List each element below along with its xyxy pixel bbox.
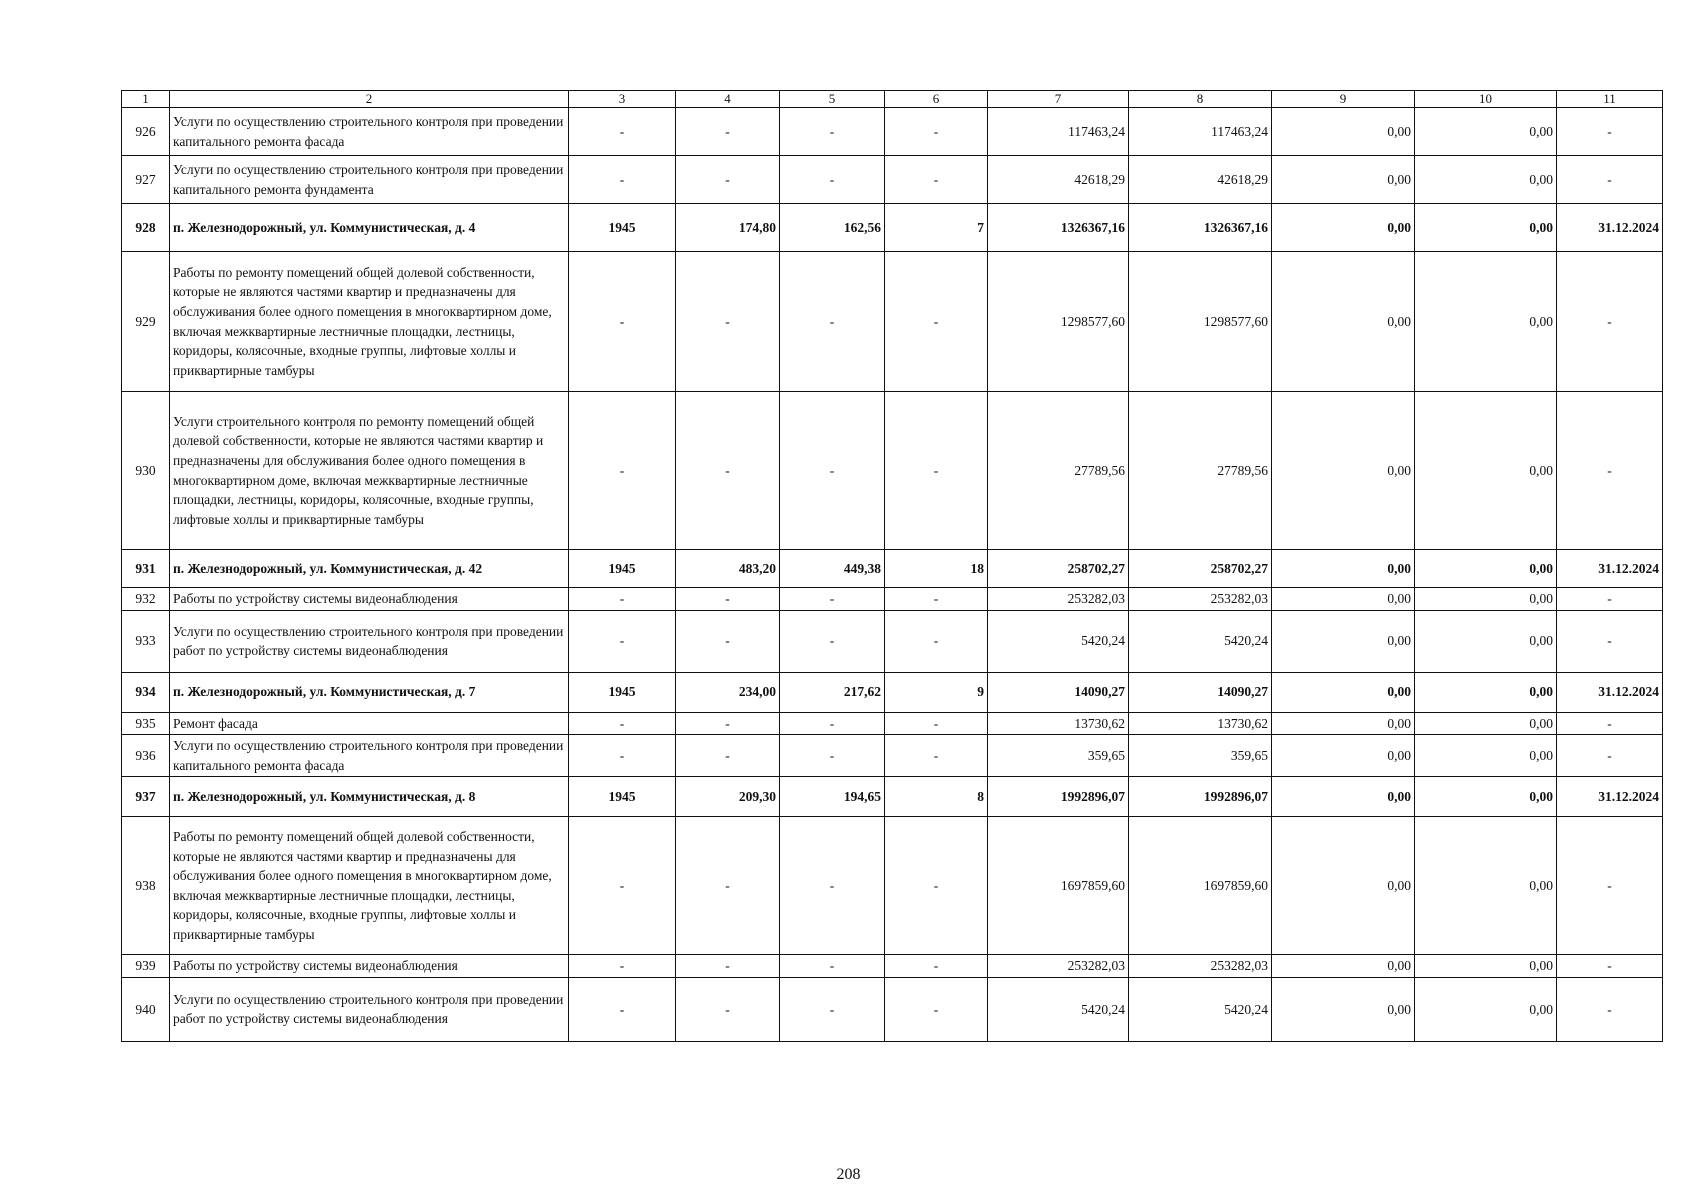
completion-date-cell: 31.12.2024 — [1557, 777, 1663, 817]
year-cell: - — [569, 610, 676, 672]
total-cost-cell: 13730,62 — [988, 712, 1129, 735]
description-cell: п. Железнодорожный, ул. Коммунистическая, д. 8 — [170, 777, 569, 817]
residents-cell: - — [885, 955, 988, 978]
capital-repair-table — [121, 90, 1663, 1042]
completion-date-cell: 31.12.2024 — [1557, 204, 1663, 252]
description-cell: Услуги по осуществлению строительного контроля при проведении работ по устройству системы видеонаблюдения — [170, 977, 569, 1041]
total-cost-cell: 117463,24 — [988, 108, 1129, 156]
residents-cell: - — [885, 392, 988, 550]
fund-cost-cell: 42618,29 — [1129, 156, 1272, 204]
year-cell: 1945 — [569, 777, 676, 817]
total-area-cell: 483,20 — [676, 550, 780, 588]
row-number-cell: 940 — [122, 977, 170, 1041]
residents-cell: 7 — [885, 204, 988, 252]
budget-cost-cell: 0,00 — [1272, 392, 1415, 550]
budget-cost-cell: 0,00 — [1272, 550, 1415, 588]
living-area-cell: - — [780, 392, 885, 550]
completion-date-cell: - — [1557, 610, 1663, 672]
row-number-cell: 933 — [122, 610, 170, 672]
row-number-cell: 929 — [122, 252, 170, 392]
total-area-cell: - — [676, 588, 780, 611]
row-number-cell: 928 — [122, 204, 170, 252]
total-area-cell: - — [676, 108, 780, 156]
fund-cost-cell: 1697859,60 — [1129, 817, 1272, 955]
completion-date-cell: - — [1557, 735, 1663, 777]
budget-cost-cell: 0,00 — [1272, 712, 1415, 735]
row-number-cell: 927 — [122, 156, 170, 204]
fund-cost-cell: 117463,24 — [1129, 108, 1272, 156]
work-item-row — [122, 392, 1663, 550]
work-item-row — [122, 108, 1663, 156]
fund-cost-cell: 258702,27 — [1129, 550, 1272, 588]
living-area-cell: - — [780, 252, 885, 392]
fund-cost-cell: 14090,27 — [1129, 672, 1272, 712]
total-cost-cell: 1298577,60 — [988, 252, 1129, 392]
total-area-cell: - — [676, 610, 780, 672]
other-cost-cell: 0,00 — [1415, 392, 1557, 550]
residents-cell: 9 — [885, 672, 988, 712]
description-cell: Работы по устройству системы видеонаблюдения — [170, 588, 569, 611]
work-item-row — [122, 817, 1663, 955]
row-number-cell: 932 — [122, 588, 170, 611]
completion-date-cell: - — [1557, 712, 1663, 735]
other-cost-cell: 0,00 — [1415, 252, 1557, 392]
completion-date-cell: - — [1557, 588, 1663, 611]
completion-date-cell: - — [1557, 108, 1663, 156]
living-area-cell: 194,65 — [780, 777, 885, 817]
budget-cost-cell: 0,00 — [1272, 817, 1415, 955]
total-area-cell: - — [676, 977, 780, 1041]
completion-date-cell: - — [1557, 156, 1663, 204]
address-row — [122, 550, 1663, 588]
description-cell: Услуги по осуществлению строительного контроля при проведении капитального ремонта фундамента — [170, 156, 569, 204]
other-cost-cell: 0,00 — [1415, 672, 1557, 712]
fund-cost-cell: 253282,03 — [1129, 588, 1272, 611]
total-area-cell: - — [676, 817, 780, 955]
year-cell: - — [569, 712, 676, 735]
residents-cell: - — [885, 588, 988, 611]
fund-cost-cell: 253282,03 — [1129, 955, 1272, 978]
total-cost-cell: 1326367,16 — [988, 204, 1129, 252]
work-item-row — [122, 735, 1663, 777]
column-header: 6 — [885, 91, 988, 108]
living-area-cell: - — [780, 108, 885, 156]
completion-date-cell: - — [1557, 392, 1663, 550]
fund-cost-cell: 5420,24 — [1129, 977, 1272, 1041]
column-header: 9 — [1272, 91, 1415, 108]
row-number-cell: 931 — [122, 550, 170, 588]
total-area-cell: - — [676, 392, 780, 550]
completion-date-cell: - — [1557, 977, 1663, 1041]
residents-cell: 8 — [885, 777, 988, 817]
fund-cost-cell: 359,65 — [1129, 735, 1272, 777]
other-cost-cell: 0,00 — [1415, 108, 1557, 156]
year-cell: - — [569, 392, 676, 550]
budget-cost-cell: 0,00 — [1272, 252, 1415, 392]
budget-cost-cell: 0,00 — [1272, 588, 1415, 611]
work-item-row — [122, 588, 1663, 611]
living-area-cell: - — [780, 735, 885, 777]
year-cell: - — [569, 735, 676, 777]
total-area-cell: 209,30 — [676, 777, 780, 817]
work-item-row — [122, 252, 1663, 392]
work-item-row — [122, 156, 1663, 204]
residents-cell: 18 — [885, 550, 988, 588]
address-row — [122, 204, 1663, 252]
page-number: 208 — [836, 1166, 861, 1183]
description-cell: Работы по ремонту помещений общей долевой собственности, которые не являются частями квартир и предназначены для обслуживания более одного помещения в многоквартирном доме, включая межквартирные лестничные площадки, лестницы, коридоры, колясочные, входные группы, лифтовые холлы и приквартирные тамбуры — [170, 817, 569, 955]
total-cost-cell: 1992896,07 — [988, 777, 1129, 817]
living-area-cell: - — [780, 610, 885, 672]
column-header: 5 — [780, 91, 885, 108]
budget-cost-cell: 0,00 — [1272, 955, 1415, 978]
fund-cost-cell: 1298577,60 — [1129, 252, 1272, 392]
row-number-cell: 926 — [122, 108, 170, 156]
budget-cost-cell: 0,00 — [1272, 977, 1415, 1041]
other-cost-cell: 0,00 — [1415, 712, 1557, 735]
total-cost-cell: 258702,27 — [988, 550, 1129, 588]
living-area-cell: 162,56 — [780, 204, 885, 252]
column-header: 4 — [676, 91, 780, 108]
year-cell: - — [569, 817, 676, 955]
other-cost-cell: 0,00 — [1415, 588, 1557, 611]
work-item-row — [122, 712, 1663, 735]
total-cost-cell: 253282,03 — [988, 588, 1129, 611]
budget-cost-cell: 0,00 — [1272, 204, 1415, 252]
living-area-cell: - — [780, 977, 885, 1041]
row-number-cell: 938 — [122, 817, 170, 955]
total-cost-cell: 1697859,60 — [988, 817, 1129, 955]
living-area-cell: - — [780, 588, 885, 611]
residents-cell: - — [885, 108, 988, 156]
description-cell: п. Железнодорожный, ул. Коммунистическая, д. 42 — [170, 550, 569, 588]
year-cell: - — [569, 156, 676, 204]
completion-date-cell: 31.12.2024 — [1557, 550, 1663, 588]
work-item-row — [122, 955, 1663, 978]
year-cell: 1945 — [569, 550, 676, 588]
fund-cost-cell: 1992896,07 — [1129, 777, 1272, 817]
total-area-cell: - — [676, 735, 780, 777]
residents-cell: - — [885, 252, 988, 392]
residents-cell: - — [885, 156, 988, 204]
living-area-cell: - — [780, 156, 885, 204]
address-row — [122, 672, 1663, 712]
residents-cell: - — [885, 735, 988, 777]
residents-cell: - — [885, 817, 988, 955]
living-area-cell: - — [780, 712, 885, 735]
total-cost-cell: 5420,24 — [988, 977, 1129, 1041]
column-header: 3 — [569, 91, 676, 108]
total-area-cell: - — [676, 156, 780, 204]
living-area-cell: - — [780, 955, 885, 978]
description-cell: Услуги по осуществлению строительного контроля при проведении капитального ремонта фасада — [170, 735, 569, 777]
total-area-cell: 174,80 — [676, 204, 780, 252]
column-number-header-row — [122, 91, 1663, 108]
total-cost-cell: 359,65 — [988, 735, 1129, 777]
total-cost-cell: 27789,56 — [988, 392, 1129, 550]
living-area-cell: 449,38 — [780, 550, 885, 588]
description-cell: Услуги строительного контроля по ремонту помещений общей долевой собственности, которые не являются частями квартир и предназначены для обслуживания более одного помещения в многоквартирном доме, включая межквартирные лестничные площадки, лестницы, коридоры, колясочные, входные группы, лифтовые холлы и приквартирные тамбуры — [170, 392, 569, 550]
completion-date-cell: - — [1557, 955, 1663, 978]
living-area-cell: - — [780, 817, 885, 955]
total-cost-cell: 253282,03 — [988, 955, 1129, 978]
address-row — [122, 777, 1663, 817]
other-cost-cell: 0,00 — [1415, 955, 1557, 978]
column-header: 8 — [1129, 91, 1272, 108]
year-cell: - — [569, 977, 676, 1041]
year-cell: - — [569, 955, 676, 978]
other-cost-cell: 0,00 — [1415, 977, 1557, 1041]
row-number-cell: 937 — [122, 777, 170, 817]
description-cell: Ремонт фасада — [170, 712, 569, 735]
budget-cost-cell: 0,00 — [1272, 108, 1415, 156]
other-cost-cell: 0,00 — [1415, 817, 1557, 955]
total-area-cell: - — [676, 712, 780, 735]
total-cost-cell: 14090,27 — [988, 672, 1129, 712]
description-cell: Работы по устройству системы видеонаблюдения — [170, 955, 569, 978]
row-number-cell: 935 — [122, 712, 170, 735]
budget-cost-cell: 0,00 — [1272, 156, 1415, 204]
other-cost-cell: 0,00 — [1415, 204, 1557, 252]
fund-cost-cell: 5420,24 — [1129, 610, 1272, 672]
description-cell: п. Железнодорожный, ул. Коммунистическая, д. 7 — [170, 672, 569, 712]
row-number-cell: 939 — [122, 955, 170, 978]
column-header: 7 — [988, 91, 1129, 108]
fund-cost-cell: 27789,56 — [1129, 392, 1272, 550]
other-cost-cell: 0,00 — [1415, 610, 1557, 672]
completion-date-cell: - — [1557, 252, 1663, 392]
table-body — [122, 91, 1663, 1042]
total-area-cell: 234,00 — [676, 672, 780, 712]
work-item-row — [122, 610, 1663, 672]
fund-cost-cell: 13730,62 — [1129, 712, 1272, 735]
year-cell: - — [569, 588, 676, 611]
year-cell: - — [569, 252, 676, 392]
total-cost-cell: 5420,24 — [988, 610, 1129, 672]
column-header: 10 — [1415, 91, 1557, 108]
living-area-cell: 217,62 — [780, 672, 885, 712]
total-area-cell: - — [676, 955, 780, 978]
work-item-row — [122, 977, 1663, 1041]
total-area-cell: - — [676, 252, 780, 392]
row-number-cell: 934 — [122, 672, 170, 712]
budget-cost-cell: 0,00 — [1272, 777, 1415, 817]
other-cost-cell: 0,00 — [1415, 777, 1557, 817]
description-cell: Услуги по осуществлению строительного контроля при проведении капитального ремонта фасада — [170, 108, 569, 156]
completion-date-cell: 31.12.2024 — [1557, 672, 1663, 712]
description-cell: п. Железнодорожный, ул. Коммунистическая, д. 4 — [170, 204, 569, 252]
description-cell: Работы по ремонту помещений общей долевой собственности, которые не являются частями квартир и предназначены для обслуживания более одного помещения в многоквартирном доме, включая межквартирные лестничные площадки, лестницы, коридоры, колясочные, входные группы, лифтовые холлы и приквартирные тамбуры — [170, 252, 569, 392]
total-cost-cell: 42618,29 — [988, 156, 1129, 204]
residents-cell: - — [885, 712, 988, 735]
description-cell: Услуги по осуществлению строительного контроля при проведении работ по устройству системы видеонаблюдения — [170, 610, 569, 672]
fund-cost-cell: 1326367,16 — [1129, 204, 1272, 252]
year-cell: - — [569, 108, 676, 156]
year-cell: 1945 — [569, 204, 676, 252]
column-header: 2 — [170, 91, 569, 108]
residents-cell: - — [885, 977, 988, 1041]
row-number-cell: 936 — [122, 735, 170, 777]
budget-cost-cell: 0,00 — [1272, 672, 1415, 712]
budget-cost-cell: 0,00 — [1272, 610, 1415, 672]
other-cost-cell: 0,00 — [1415, 550, 1557, 588]
year-cell: 1945 — [569, 672, 676, 712]
other-cost-cell: 0,00 — [1415, 735, 1557, 777]
completion-date-cell: - — [1557, 817, 1663, 955]
residents-cell: - — [885, 610, 988, 672]
other-cost-cell: 0,00 — [1415, 156, 1557, 204]
budget-cost-cell: 0,00 — [1272, 735, 1415, 777]
column-header: 11 — [1557, 91, 1663, 108]
row-number-cell: 930 — [122, 392, 170, 550]
column-header: 1 — [122, 91, 170, 108]
